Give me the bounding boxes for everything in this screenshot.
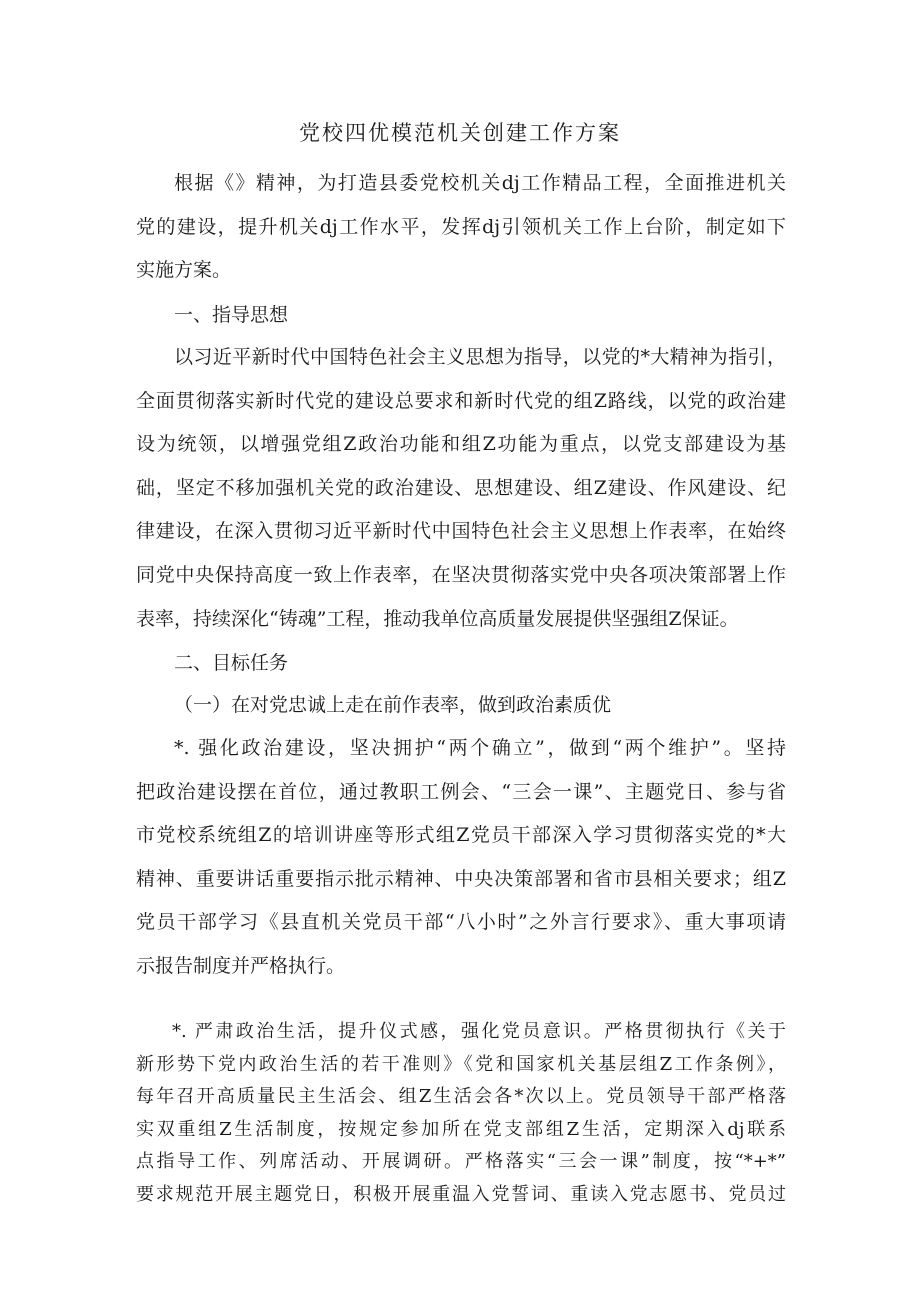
heading-text: （一）在对党忠诚上走在前作表率，做到政治素质优 bbox=[174, 694, 612, 716]
heading-text: 一、指导思想 bbox=[174, 304, 289, 326]
text-line: 精神、重要讲话重要指示批示精神、中央决策部署和省市县相关要求；组Z bbox=[136, 867, 786, 890]
text-line: *. 强化政治建设，坚决拥护“两个确立”，做到“两个维护”。坚持 bbox=[174, 737, 786, 759]
subsection-heading-political-quality bbox=[136, 684, 786, 728]
section-heading-guiding-ideology bbox=[136, 294, 786, 338]
text-line: 每年召开高质量民主生活会、组Z生活会各*次以上。党员领导干部严格落 bbox=[136, 1086, 786, 1107]
text-line: 实施方案。 bbox=[136, 259, 232, 282]
text-line: 示报告制度并严格执行。 bbox=[136, 954, 346, 977]
text-line: 律建设，在深入贯彻习近平新时代中国特色社会主义思想上作表率，在始终 bbox=[136, 520, 786, 543]
text-line: 党员干部学习《县直机关党员干部“八小时”之外言行要求》、重大事项请 bbox=[136, 911, 786, 934]
text-line: 党的建设，提升机关dj工作水平，发挥dj引领机关工作上台阶，制定如下 bbox=[136, 215, 786, 238]
text-line: 根据《》精神，为打造县委党校机关dj工作精品工程，全面推进机关 bbox=[174, 172, 786, 194]
text-line: 点指导工作、列席活动、开展调研。严格落实“三会一课”制度，按“*+*” bbox=[136, 1151, 786, 1172]
item-political-life bbox=[136, 1016, 786, 1211]
document-title: 党校四优模范机关创建工作方案 bbox=[299, 121, 621, 145]
text-line: 全面贯彻落实新时代党的建设总要求和新时代党的组Z路线，以党的政治建 bbox=[136, 389, 786, 412]
text-line: 础，坚定不移加强机关党的政治建设、思想建设、组Z建设、作风建设、纪 bbox=[136, 476, 786, 499]
text-line: 新形势下党内政治生活的若干准则》《党和国家机关基层组Z工作条例》， bbox=[136, 1053, 786, 1075]
heading-text: 二、目标任务 bbox=[174, 652, 289, 674]
text-line: 把政治建设摆在首位，通过教职工例会、“三会一课”、主题党日、参与省 bbox=[136, 780, 786, 803]
text-line: 要求规范开展主题党日，积极开展重温入党誓词、重读入党志愿书、党员过 bbox=[136, 1183, 786, 1205]
text-line: *. 严肃政治生活，提升仪式感，强化党员意识。严格贯彻执行《关于 bbox=[172, 1021, 786, 1042]
section-heading-goals-tasks bbox=[136, 642, 786, 686]
text-line: 同党中央保持高度一致上作表率，在坚决贯彻落实党中央各项决策部署上作 bbox=[136, 563, 786, 586]
text-line: 市党校系统组Z的培训讲座等形式组Z党员干部深入学习贯彻落实党的*大 bbox=[136, 824, 786, 847]
text-line: 表率，持续深化“铸魂”工程，推动我单位高质量发展提供坚强组Z保证。 bbox=[136, 607, 739, 630]
text-line: 以习近平新时代中国特色社会主义思想为指导，以党的*大精神为指引， bbox=[174, 346, 786, 368]
text-line: 实双重组Z生活制度，按规定参加所在党支部组Z生活，定期深入dj联系 bbox=[136, 1118, 786, 1140]
intro-paragraph bbox=[136, 162, 786, 293]
item-political-construction bbox=[136, 727, 786, 989]
text-line: 设为统领，以增强党组Z政治功能和组Z功能为重点，以党支部建设为基 bbox=[136, 433, 786, 456]
section-body-guiding-ideology bbox=[136, 336, 786, 641]
